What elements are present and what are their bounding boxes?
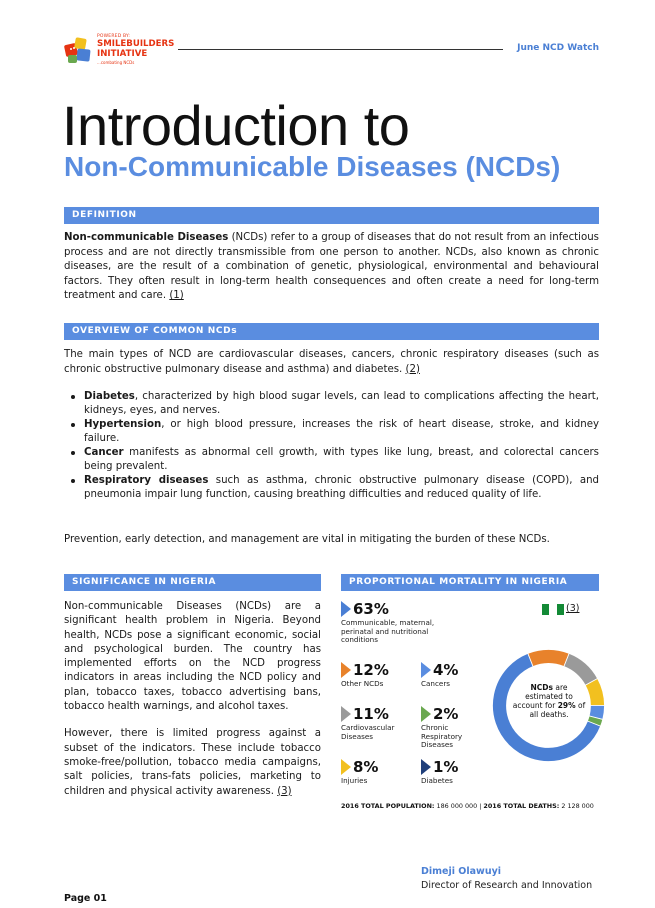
stat-percent: 12% bbox=[353, 661, 389, 679]
list-item-term: Diabetes bbox=[84, 391, 135, 402]
page-subtitle: Non-Communicable Diseases (NCDs) bbox=[64, 151, 561, 182]
significance-text bbox=[64, 600, 321, 799]
triangle-marker-icon bbox=[341, 759, 351, 775]
triangle-marker-icon bbox=[421, 662, 431, 678]
donut-center-percent: 29% bbox=[557, 701, 576, 710]
list-item-text: , or high blood pressure, increases the risk of heart disease, stroke, and kidney failure. bbox=[84, 419, 599, 444]
overview-intro-text: The main types of NCD are cardiovascular diseases, cancers, chronic respiratory diseases (such as chronic obstructive pulmonary disease and asthma) and diabetes. bbox=[64, 349, 599, 375]
list-item bbox=[84, 418, 599, 446]
section-bar-overview: OVERVIEW OF COMMON NCDs bbox=[64, 323, 599, 340]
stat-other-ncds bbox=[341, 661, 411, 689]
smilebuilders-logo bbox=[64, 30, 184, 70]
nigeria-flag-icon bbox=[542, 604, 564, 615]
stat-percent: 63% bbox=[353, 600, 389, 618]
logo-tagline: ...combating NCDs bbox=[97, 60, 135, 65]
triangle-marker-icon bbox=[341, 601, 351, 617]
total-population-label: 2016 TOTAL POPULATION: bbox=[341, 802, 435, 810]
significance-paragraph-2-text: However, there is limited progress against a subset of the indicators. These include tobacco smoke-free/pollution, tobacco media campaigns, salt policies, trans-fats policies, marketing to children and physical activity awareness. bbox=[64, 728, 321, 797]
donut-slice bbox=[528, 650, 569, 667]
donut-center-ncds: NCDs bbox=[530, 683, 553, 692]
total-deaths-label: 2016 TOTAL DEATHS: bbox=[483, 802, 560, 810]
list-item-term: Hypertension bbox=[84, 419, 162, 430]
list-item-text: manifests as abnormal cell growth, with types like lung, breast, and colorectal cancers being prevalent. bbox=[84, 447, 599, 472]
reference-link-1[interactable]: (1) bbox=[169, 290, 184, 301]
stat-label: Injuries bbox=[341, 776, 368, 785]
definition-paragraph bbox=[64, 231, 599, 304]
stat-cancers bbox=[421, 661, 481, 689]
stat-label: Other NCDs bbox=[341, 679, 384, 688]
logo-powered-by: POWERED BY: bbox=[97, 34, 131, 39]
stat-label: Chronic Respiratory Diseases bbox=[421, 723, 463, 749]
triangle-marker-icon bbox=[341, 706, 351, 722]
reference-link-flag-text[interactable]: (3) bbox=[566, 603, 580, 614]
significance-paragraph-2 bbox=[64, 727, 321, 798]
page-header bbox=[64, 30, 599, 70]
triangle-marker-icon bbox=[341, 662, 351, 678]
section-bar-significance: SIGNIFICANCE IN NIGERIA bbox=[64, 574, 321, 591]
newsletter-series: June NCD Watch bbox=[517, 43, 599, 53]
stat-diabetes bbox=[421, 758, 481, 786]
triangle-marker-icon bbox=[421, 759, 431, 775]
stat-percent: 8% bbox=[353, 758, 379, 776]
definition-term: Non-communicable Diseases bbox=[64, 232, 229, 243]
stat-percent: 2% bbox=[433, 705, 459, 723]
overview-intro bbox=[64, 348, 599, 377]
mortality-totals bbox=[341, 802, 603, 810]
list-item-term: Cancer bbox=[84, 447, 124, 458]
ncd-list bbox=[84, 390, 599, 502]
stat-label: Communicable, maternal, perinatal and nutritional conditions bbox=[341, 618, 435, 644]
page-title: Introduction to bbox=[62, 94, 410, 157]
reference-link-2[interactable]: (2) bbox=[405, 363, 420, 375]
stat-label: Cancers bbox=[421, 679, 451, 688]
list-item-text: such as asthma, chronic obstructive pulmonary disease (COPD), and pneumonia impair lung function, causing breathing difficulties and reduced quality of life. bbox=[84, 475, 599, 500]
stat-cardiovascular bbox=[341, 705, 411, 741]
donut-center-text-end: of all deaths. bbox=[529, 701, 586, 719]
stat-percent: 1% bbox=[433, 758, 459, 776]
list-item bbox=[84, 390, 599, 418]
definition-text: (NCDs) refer to a group of diseases that do not result from an infectious process and are not directly transmissible from one person to another. NCDs, also known as chronic diseases, are the result of a combination of genetic, physiological, environmental and behavioural factors. They often result in long-term health consequences and often create a need for long-term treatment and care. bbox=[64, 232, 599, 301]
list-item bbox=[84, 446, 599, 474]
overview-closing: Prevention, early detection, and management are vital in mitigating the burden of these NCDs. bbox=[64, 534, 550, 545]
stat-respiratory bbox=[421, 705, 481, 750]
section-bar-definition: DEFINITION bbox=[64, 207, 599, 224]
page-number: Page 01 bbox=[64, 893, 107, 904]
stat-injuries bbox=[341, 758, 411, 786]
donut-center-text: are estimated to account for bbox=[512, 683, 573, 710]
total-population-value: 186 000 000 | bbox=[434, 802, 484, 810]
header-divider bbox=[178, 49, 503, 50]
donut-center-label bbox=[512, 683, 586, 719]
list-item-text: , characterized by high blood sugar levels, can lead to complications affecting the heart, kidneys, eyes, and nerves. bbox=[84, 391, 599, 416]
triangle-marker-icon bbox=[421, 706, 431, 722]
reference-link-flag[interactable] bbox=[566, 603, 579, 614]
list-item bbox=[84, 474, 599, 502]
author-role: Director of Research and Innovation bbox=[421, 880, 593, 891]
reference-link-3[interactable]: (3) bbox=[277, 785, 292, 797]
stat-percent: 4% bbox=[433, 661, 459, 679]
stat-label: Cardiovascular Diseases bbox=[341, 723, 395, 741]
total-deaths-value: 2 128 000 bbox=[559, 802, 594, 810]
stat-label: Diabetes bbox=[421, 776, 453, 785]
donut-slice bbox=[564, 653, 598, 685]
significance-paragraph-1: Non-communicable Diseases (NCDs) are a significant health problem in Nigeria. Beyond health, NCDs pose a significant economic, social and psychological burden. The country has implemented efforts on the NCD progress indicators in areas including the NCD policy and plan, tobacco taxes, tobacco advertising bans, tobacco health warnings, and alcohol taxes. bbox=[64, 601, 321, 713]
section-bar-mortality: PROPORTIONAL MORTALITY IN NIGERIA bbox=[341, 574, 599, 591]
stat-percent: 11% bbox=[353, 705, 389, 723]
stat-communicable bbox=[341, 600, 466, 645]
list-item-term: Respiratory diseases bbox=[84, 475, 209, 486]
logo-name: SMILEBUILDERS INITIATIVE bbox=[97, 39, 175, 59]
author-name: Dimeji Olawuyi bbox=[421, 866, 502, 877]
logo-mark-icon bbox=[64, 36, 94, 64]
